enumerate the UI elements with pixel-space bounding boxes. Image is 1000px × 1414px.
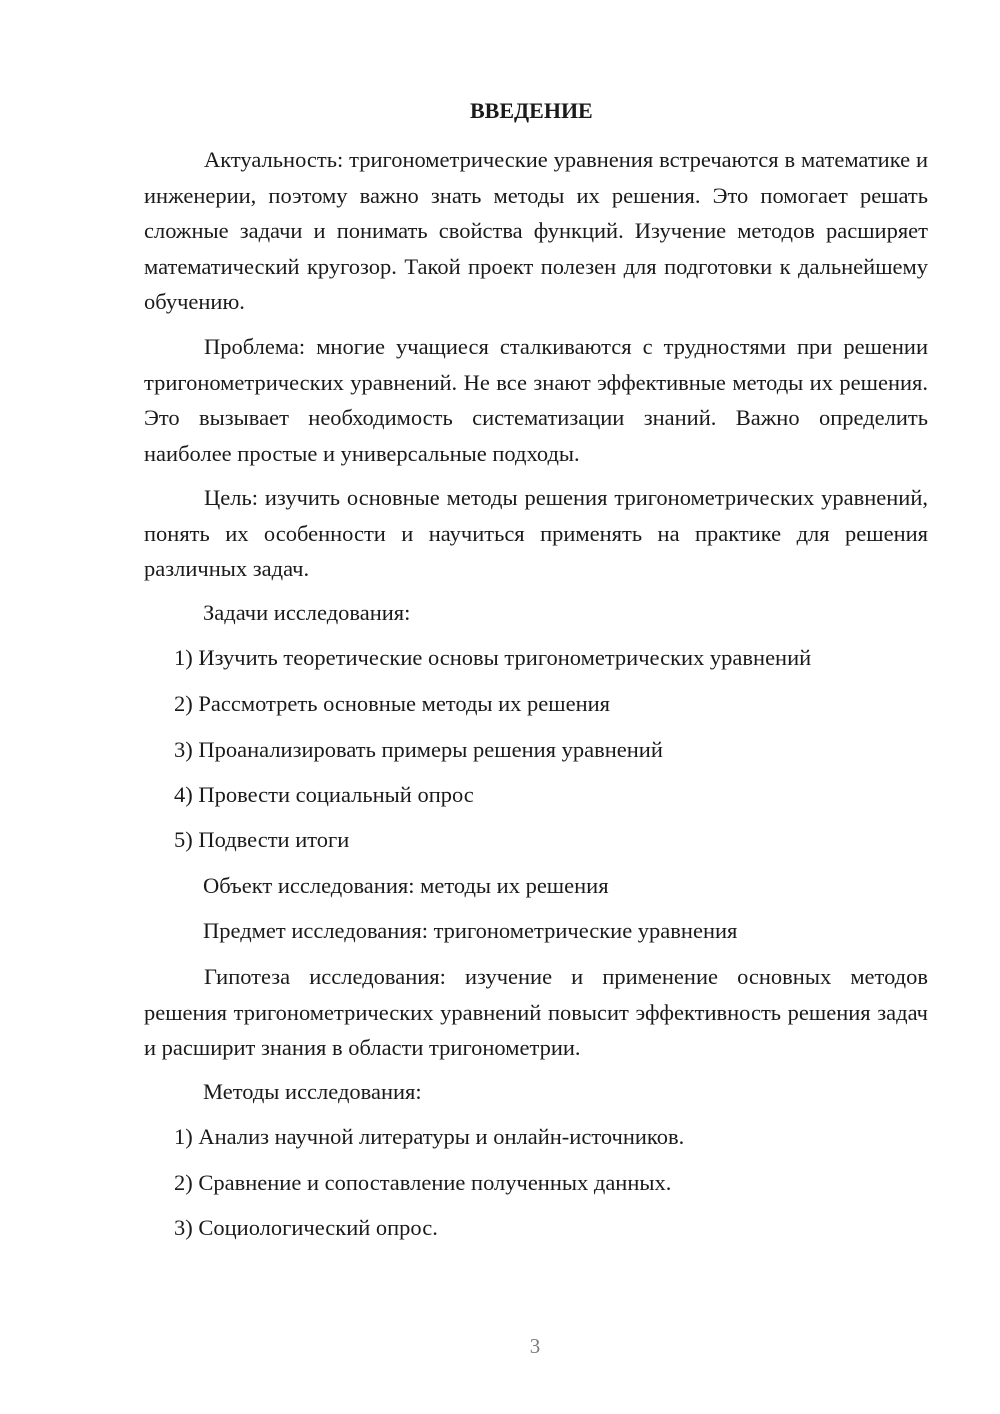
hypothesis-paragraph: Гипотеза исследования: изучение и применение основных методов решения тригонометрических уравнений повысит эффективность решения задач и расширит знания в области тригонометрии. <box>144 964 928 1060</box>
task-item: 5) Подвести итоги <box>174 827 350 852</box>
method-item: 3) Социологический опрос. <box>174 1215 438 1240</box>
methods-heading: Методы исследования: <box>203 1079 422 1104</box>
relevance-paragraph: Актуальность: тригонометрические уравнения встречаются в математике и инженерии, поэтому важно знать методы их решения. Это помогает решать сложные задачи и понимать свойства функций. Изучение методов расширяет математический кругозор. Такой проект полезен для подготовки к дальнейшему обучению. <box>144 147 928 314</box>
research-subject: Предмет исследования: тригонометрические уравнения <box>203 918 738 943</box>
method-item: 2) Сравнение и сопоставление полученных данных. <box>174 1170 672 1195</box>
page-number: 3 <box>529 1334 541 1358</box>
research-object: Объект исследования: методы их решения <box>203 873 609 898</box>
problem-paragraph: Проблема: многие учащиеся сталкиваются с трудностями при решении тригонометрических уравнений. Не все знают эффективные методы их решения. Это вызывает необходимость систематизации знаний. Важно определить наиболее простые и универсальные подходы. <box>144 334 928 466</box>
task-item: 1) Изучить теоретические основы тригонометрических уравнений <box>174 645 812 670</box>
page-title: ВВЕДЕНИЕ <box>470 98 593 123</box>
tasks-heading: Задачи исследования: <box>203 600 411 625</box>
task-item: 2) Рассмотреть основные методы их решения <box>174 691 611 716</box>
goal-paragraph: Цель: изучить основные методы решения тригонометрических уравнений, понять их особенности и научиться применять на практике для решения различных задач. <box>144 485 928 581</box>
task-item: 4) Провести социальный опрос <box>174 782 474 807</box>
task-item: 3) Проанализировать примеры решения уравнений <box>174 737 663 762</box>
method-item: 1) Анализ научной литературы и онлайн-источников. <box>174 1124 685 1149</box>
